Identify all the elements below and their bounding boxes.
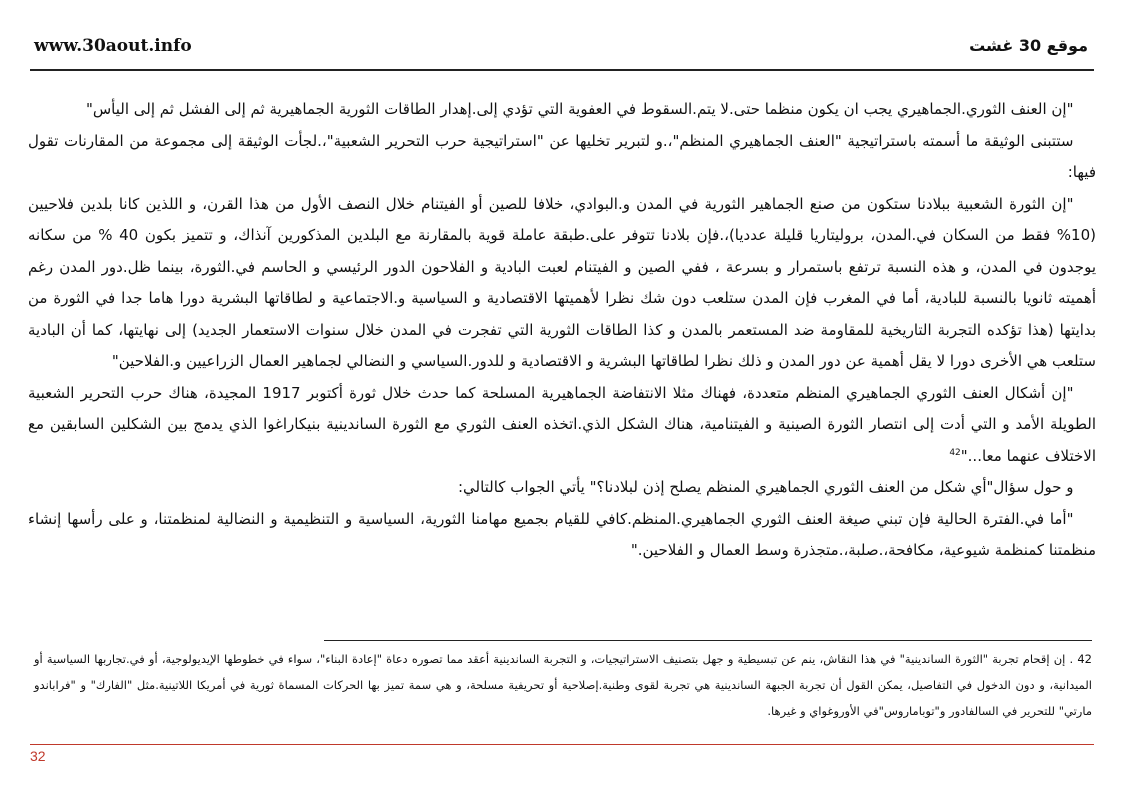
page-number: 32 xyxy=(30,748,46,764)
footnote-divider xyxy=(324,640,1092,641)
paragraph-5: و حول سؤال"أي شكل من العنف الثوري الجماهيري المنظم يصلح إذن لبلادنا؟" يأتي الجواب كالتالي: xyxy=(457,478,1074,496)
paragraph-4-text: "إن أشكال العنف الثوري الجماهيري المنظم متعددة، فهناك مثلا الانتفاضة الجماهيرية المسلحة كما حدث خلال ثورة أكتوبر 1917 المجيدة، هناك حرب التحرير الشعبية الطويلة الأمد و التي أدت إلى انتصار الثورة الصينية و الفيتنامية، هناك الشكل الذي.اتخذه العنف الثوري مع الثورة الساندينية بنيكاراغوا الذي يدمج بين الشكلين السابقين مع الاختلاف عنهما معا..." xyxy=(28,383,1096,465)
body-text xyxy=(28,94,1096,567)
paragraph-6: "أما في.الفترة الحالية فإن تبني صيغة العنف الثوري الجماهيري.المنظم.كافي للقيام بجميع مهامنا الثورية، السياسية و التنظيمية و النضالية لمنظمتنا، و على رأسها إنشاء منظمتنا كمنظمة شيوعية، مكافحة،.صلبة،.متجذرة وسط العمال و الفلاحين." xyxy=(28,509,1096,559)
footnote xyxy=(34,646,1092,724)
site-title: موقع 30 غشت xyxy=(969,36,1088,55)
paragraph-1: "إن العنف الثوري.الجماهيري يجب ان يكون منظما حتى.لا يتم.السقوط في العفوية التي تؤدي إلى.إهدار الطاقات الثورية الجماهيرية ثم إلى الفشل ثم إلى اليأس" xyxy=(85,100,1074,118)
footnote-reference[interactable]: 42 xyxy=(949,447,961,458)
paragraph-3: "إن الثورة الشعبية ببلادنا ستكون من صنع الجماهير الثورية في المدن و.البوادي، خلافا للصين أو الفيتنام خلال النصف الأول من هذا القرن، و اللذين كانا بلدين فلاحيين (10% فقط من السكان في.المدن، بروليتاريا قليلة عدديا)،.فإن بلادنا تتوفر على.طبقة عاملة قوية بالمقارنة مع البلدين المذكورين آنذاك، و تتميز بكون 40 % من سكانه يوجدون في المدن، و هذه النسبة ترتفع باستمرار و بسرعة ، ففي الصين و الفيتنام لعبت البادية و الفلاحون الدور الرئيسي و الحاسم في.الثورة، بينما ظل.دور المدن رغم أهميته ثانويا بالنسبة للبادية، أما في المغرب فإن المدن ستلعب دون شك نظرا لأهميتها الاقتصادية و السياسية و.الاجتماعية و لطاقاتها البشرية دورا هاما جدا في الثورة من بدايتها (هذا تؤكده التجربة التاريخية للمقاومة ضد المستعمر بالمدن و كذا الطاقات الثورية التي تفجرت في المدن خلال سنوات الاستعمار الجديد) إلى نهايتها، كما أن البادية ستلعب هي الأخرى دورا لا يقل أهمية عن دور المدن و ذلك نظرا لطاقاتها البشرية و الاقتصادية و للدور.السياسي و النضالي لجماهير العمال الزراعيين و.الفلاحين" xyxy=(28,194,1096,370)
footnote-text: 42 . إن إقحام تجربة "الثورة الساندينية" في هذا النقاش، ينم عن تبسيطية و جهل بتصنيف الاستراتيجيات، و التجربة الساندينية أعقد مما تصوره دعاة "إعادة البناء"، سواء في خطوطها الإيديولوجية، أو في.تجاربها السياسية أو الميدانية، و دون الدخول في التفاصيل، يمكن القول أن تجربة الجبهة الساندينية هي تجربة لقوى وطنية.إصلاحية أو تحريفية مسلحة، و هي سمة تميز بها الحركات المسماة ثورية في أمريكا اللاتينية.مثل "الفارك" و "فراباندو مارتي" للتحرير في السالفادور و"توباماروس"في الأوروغواي و غيرها. xyxy=(34,652,1092,718)
footer-divider xyxy=(30,744,1094,745)
paragraph-4 xyxy=(28,378,1096,473)
paragraph-2: ستتبنى الوثيقة ما أسمته باستراتيجية "العنف الجماهيري المنظم"،.و لتبرير تخليها عن "استراتيجية حرب التحرير الشعبية"،.لجأت الوثيقة إلى مجموعة من المقارنات تقول فيها: xyxy=(28,131,1096,181)
header-divider xyxy=(30,69,1094,71)
site-url: www.30aout.info xyxy=(34,36,192,56)
